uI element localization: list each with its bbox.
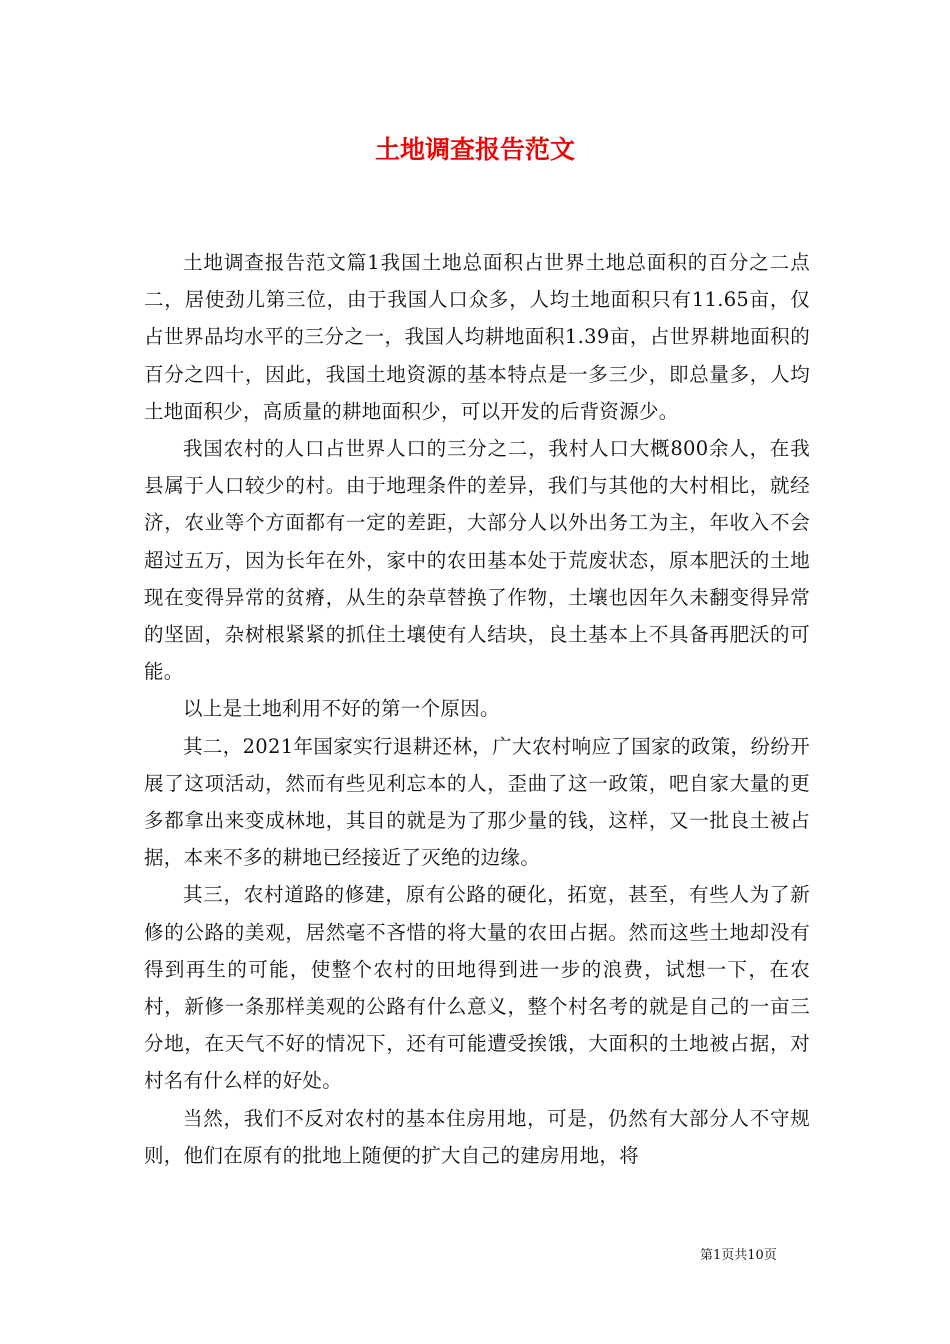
paragraph-5: 其三，农村道路的修建，原有公路的硬化，拓宽，甚至，有些人为了新修的公路的美观，居然毫不吝惜的将大量的农田占据。然而这些土地却没有得到再生的可能，使整个农村的田地得到进一步的浪费，试想一下，在农村，新修一条那样美观的公路有什么意义，整个村名考的就是自己的一亩三分地，在天气不好的情况下，还有可能遭受挨饿，大面积的土地被占据，对村名有什么样的好处。 [144,883,810,1093]
paragraph-3: 以上是土地利用不好的第一个原因。 [183,697,500,721]
document-title: 土地调查报告范文 [374,135,575,164]
paragraph-4: 其二，2021年国家实行退耕还林，广大农村响应了国家的政策，纷纷开展了这项活动，然而有些见利忘本的人，歪曲了这一政策，吧自家大量的更多都拿出来变成林地，其目的就是为了那少量的钱，这样，又一批良土被占据，本来不多的耕地已经接近了灭绝的边缘。 [144,734,810,870]
document-body [144,244,810,1174]
paragraph-6: 当然，我们不反对农村的基本住房用地，可是，仍然有大部分人不守规则，他们在原有的批地上随便的扩大自己的建房用地，将 [144,1106,810,1167]
paragraph-2: 我国农村的人口占世界人口的三分之二，我村人口大概800余人，在我县属于人口较少的村。由于地理条件的差异，我们与其他的大村相比，就经济，农业等个方面都有一定的差距，大部分人以外出务工为主，年收入不会超过五万，因为长年在外，家中的农田基本处于荒废状态，原本肥沃的土地现在变得异常的贫瘠，从生的杂草替换了作物，土壤也因年久未翻变得异常的坚固，杂树根紧紧的抓住土壤使有人结块，良土基本上不具备再肥沃的可能。 [144,437,810,684]
page-number: 第1页共10页 [700,1248,777,1263]
paragraph-1: 土地调查报告范文篇1我国土地总面积占世界土地总面积的百分之二点二，居使劲儿第三位，由于我国人口众多，人均土地面积只有11.65亩，仅占世界品均水平的三分之一，我国人均耕地面积1.39亩，占世界耕地面积的百分之四十，因此，我国土地资源的基本特点是一多三少，即总量多，人均土地面积少，高质量的耕地面积少，可以开发的后背资源少。 [144,251,810,423]
